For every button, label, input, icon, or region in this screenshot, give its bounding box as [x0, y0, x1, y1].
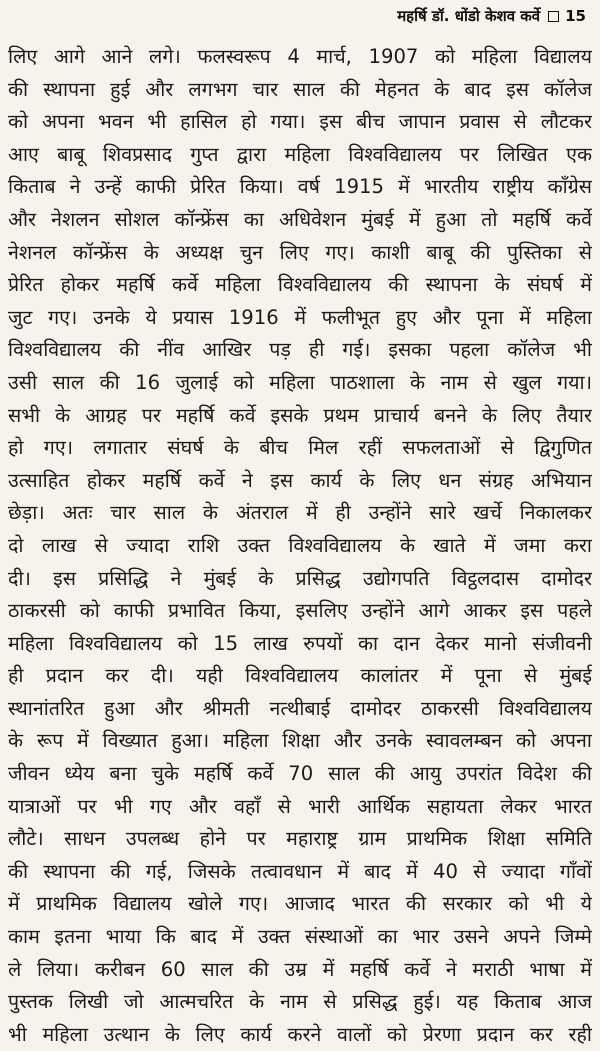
- text-line-4: आए बाबू शिवप्रसाद गुप्त द्वारा महिला विश्वविद्यालय पर लिखित एक: [8, 142, 592, 166]
- text-line-20: ही प्रदान कर दी। यही विश्वविद्यालय कालांतर में पूना से मुंबई: [8, 664, 592, 688]
- text-line-30: पुस्तक लिखी जो आत्मचरित के नाम से प्रसिद्ध हुई। यह किताब आज: [8, 990, 592, 1014]
- text-line-12: सभी के आग्रह पर महर्षि कर्वे इसके प्रथम प्राचार्य बनने के लिए तैयार: [8, 403, 592, 427]
- text-line-13: हो गए। लगातार संघर्ष के बीच मिल रहीं सफलताओं से द्विगुणित: [8, 436, 592, 460]
- text-line-19: महिला विश्वविद्यालय को 15 लाख रुपयों का दान देकर मानो संजीवनी: [8, 631, 592, 655]
- text-line-26: की स्थापना की गई, जिसके तत्वावधान में बाद में 40 से ज्यादा गाँवों: [8, 859, 592, 883]
- text-line-15: छेड़ा। अतः चार साल के अंतराल में ही उन्होंने सारे खर्चे निकालकर: [8, 501, 592, 525]
- text-line-22: के रूप में विख्यात हुआ। महिला शिक्षा और उनके स्वावलम्बन को अपना: [8, 729, 592, 753]
- text-line-2: की स्थापना हुई और लगभग चार साल की मेहनत के बाद इस कॉलेज: [8, 77, 592, 101]
- text-line-31: भी महिला उत्थान के लिए कार्य करने वालों को प्रेरणा प्रदान कर रही: [8, 1022, 592, 1046]
- text-line-28: काम इतना भाया कि बाद में उक्त संस्थाओं का भार उसने अपने जिम्मे: [8, 925, 592, 949]
- text-line-10: विश्वविद्यालय की नींव आखिर पड़ ही गई। इसका पहला कॉलेज भी: [8, 338, 592, 362]
- text-line-1: लिए आगे आने लगे। फलस्वरूप 4 मार्च, 1907 को महिला विद्यालय: [8, 45, 592, 68]
- text-line-25: लौटे। साधन उपलब्ध होने पर महाराष्ट्र ग्राम प्राथमिक शिक्षा समिति: [8, 827, 592, 851]
- text-line-14: उत्साहित होकर महर्षि कर्वे ने इस कार्य के लिए धन संग्रह अभियान: [8, 468, 592, 492]
- text-line-18: ठाकरसी को काफी प्रभावित किया, इसलिए उन्होंने आगे आकर इस पहले: [8, 599, 592, 623]
- text-line-11: उसी साल की 16 जुलाई को महिला पाठशाला के नाम से खुल गया।: [8, 370, 592, 394]
- text-line-5: किताब ने उन्हें काफी प्रेरित किया। वर्ष 1915 में भारतीय राष्ट्रीय काँग्रेस: [8, 175, 592, 199]
- text-line-8: प्रेरित होकर महर्षि कर्वे महिला विश्वविद्यालय की स्थापना के संघर्ष में: [8, 273, 592, 297]
- text-line-16: दो लाख से ज्यादा राशि उक्त विश्वविद्यालय के खाते में जमा करा: [8, 533, 592, 557]
- page-number: 15: [565, 7, 586, 25]
- text-line-7: नेशनल कॉन्फ्रेंस के अध्यक्ष चुन लिए गए। काशी बाबू की पुस्तिका से: [8, 240, 592, 264]
- square-bullet-icon: [548, 11, 559, 22]
- text-line-21: स्थानांतरित हुआ और श्रीमती नत्थीबाई दामोदर ठाकरसी विश्वविद्यालय: [8, 696, 592, 720]
- running-title: महर्षि डॉ. धोंडो केशव कर्वे: [397, 7, 541, 25]
- running-header: [397, 6, 586, 26]
- text-line-6: और नेशलन सोशल कॉन्फ्रेंस का अधिवेशन मुंबई में हुआ तो महर्षि कर्वे: [8, 207, 592, 231]
- text-line-24: यात्राओं पर भी गए और वहाँ से भारी आर्थिक सहायता लेकर भारत: [8, 794, 592, 818]
- text-line-17: दी। इस प्रसिद्धि ने मुंबई के प्रसिद्ध उद्योगपति विट्ठलदास दामोदर: [8, 566, 592, 590]
- text-line-23: जीवन ध्येय बना चुके महर्षि कर्वे 70 साल की आयु उपरांत विदेश की: [8, 762, 592, 786]
- text-line-27: में प्राथमिक विद्यालय खोले गए। आजाद भारत की सरकार को भी ये: [8, 892, 592, 916]
- text-line-29: ले लिया। करीबन 60 साल की उम्र में महर्षि कर्वे ने मराठी भाषा में: [8, 957, 592, 981]
- text-line-3: को अपना भवन भी हासिल हो गया। इस बीच जापान प्रवास से लौटकर: [8, 110, 592, 134]
- body-text: [8, 41, 592, 1051]
- text-line-9: जुट गए। उनके ये प्रयास 1916 में फलीभूत हुए और पूना में महिला: [8, 305, 592, 329]
